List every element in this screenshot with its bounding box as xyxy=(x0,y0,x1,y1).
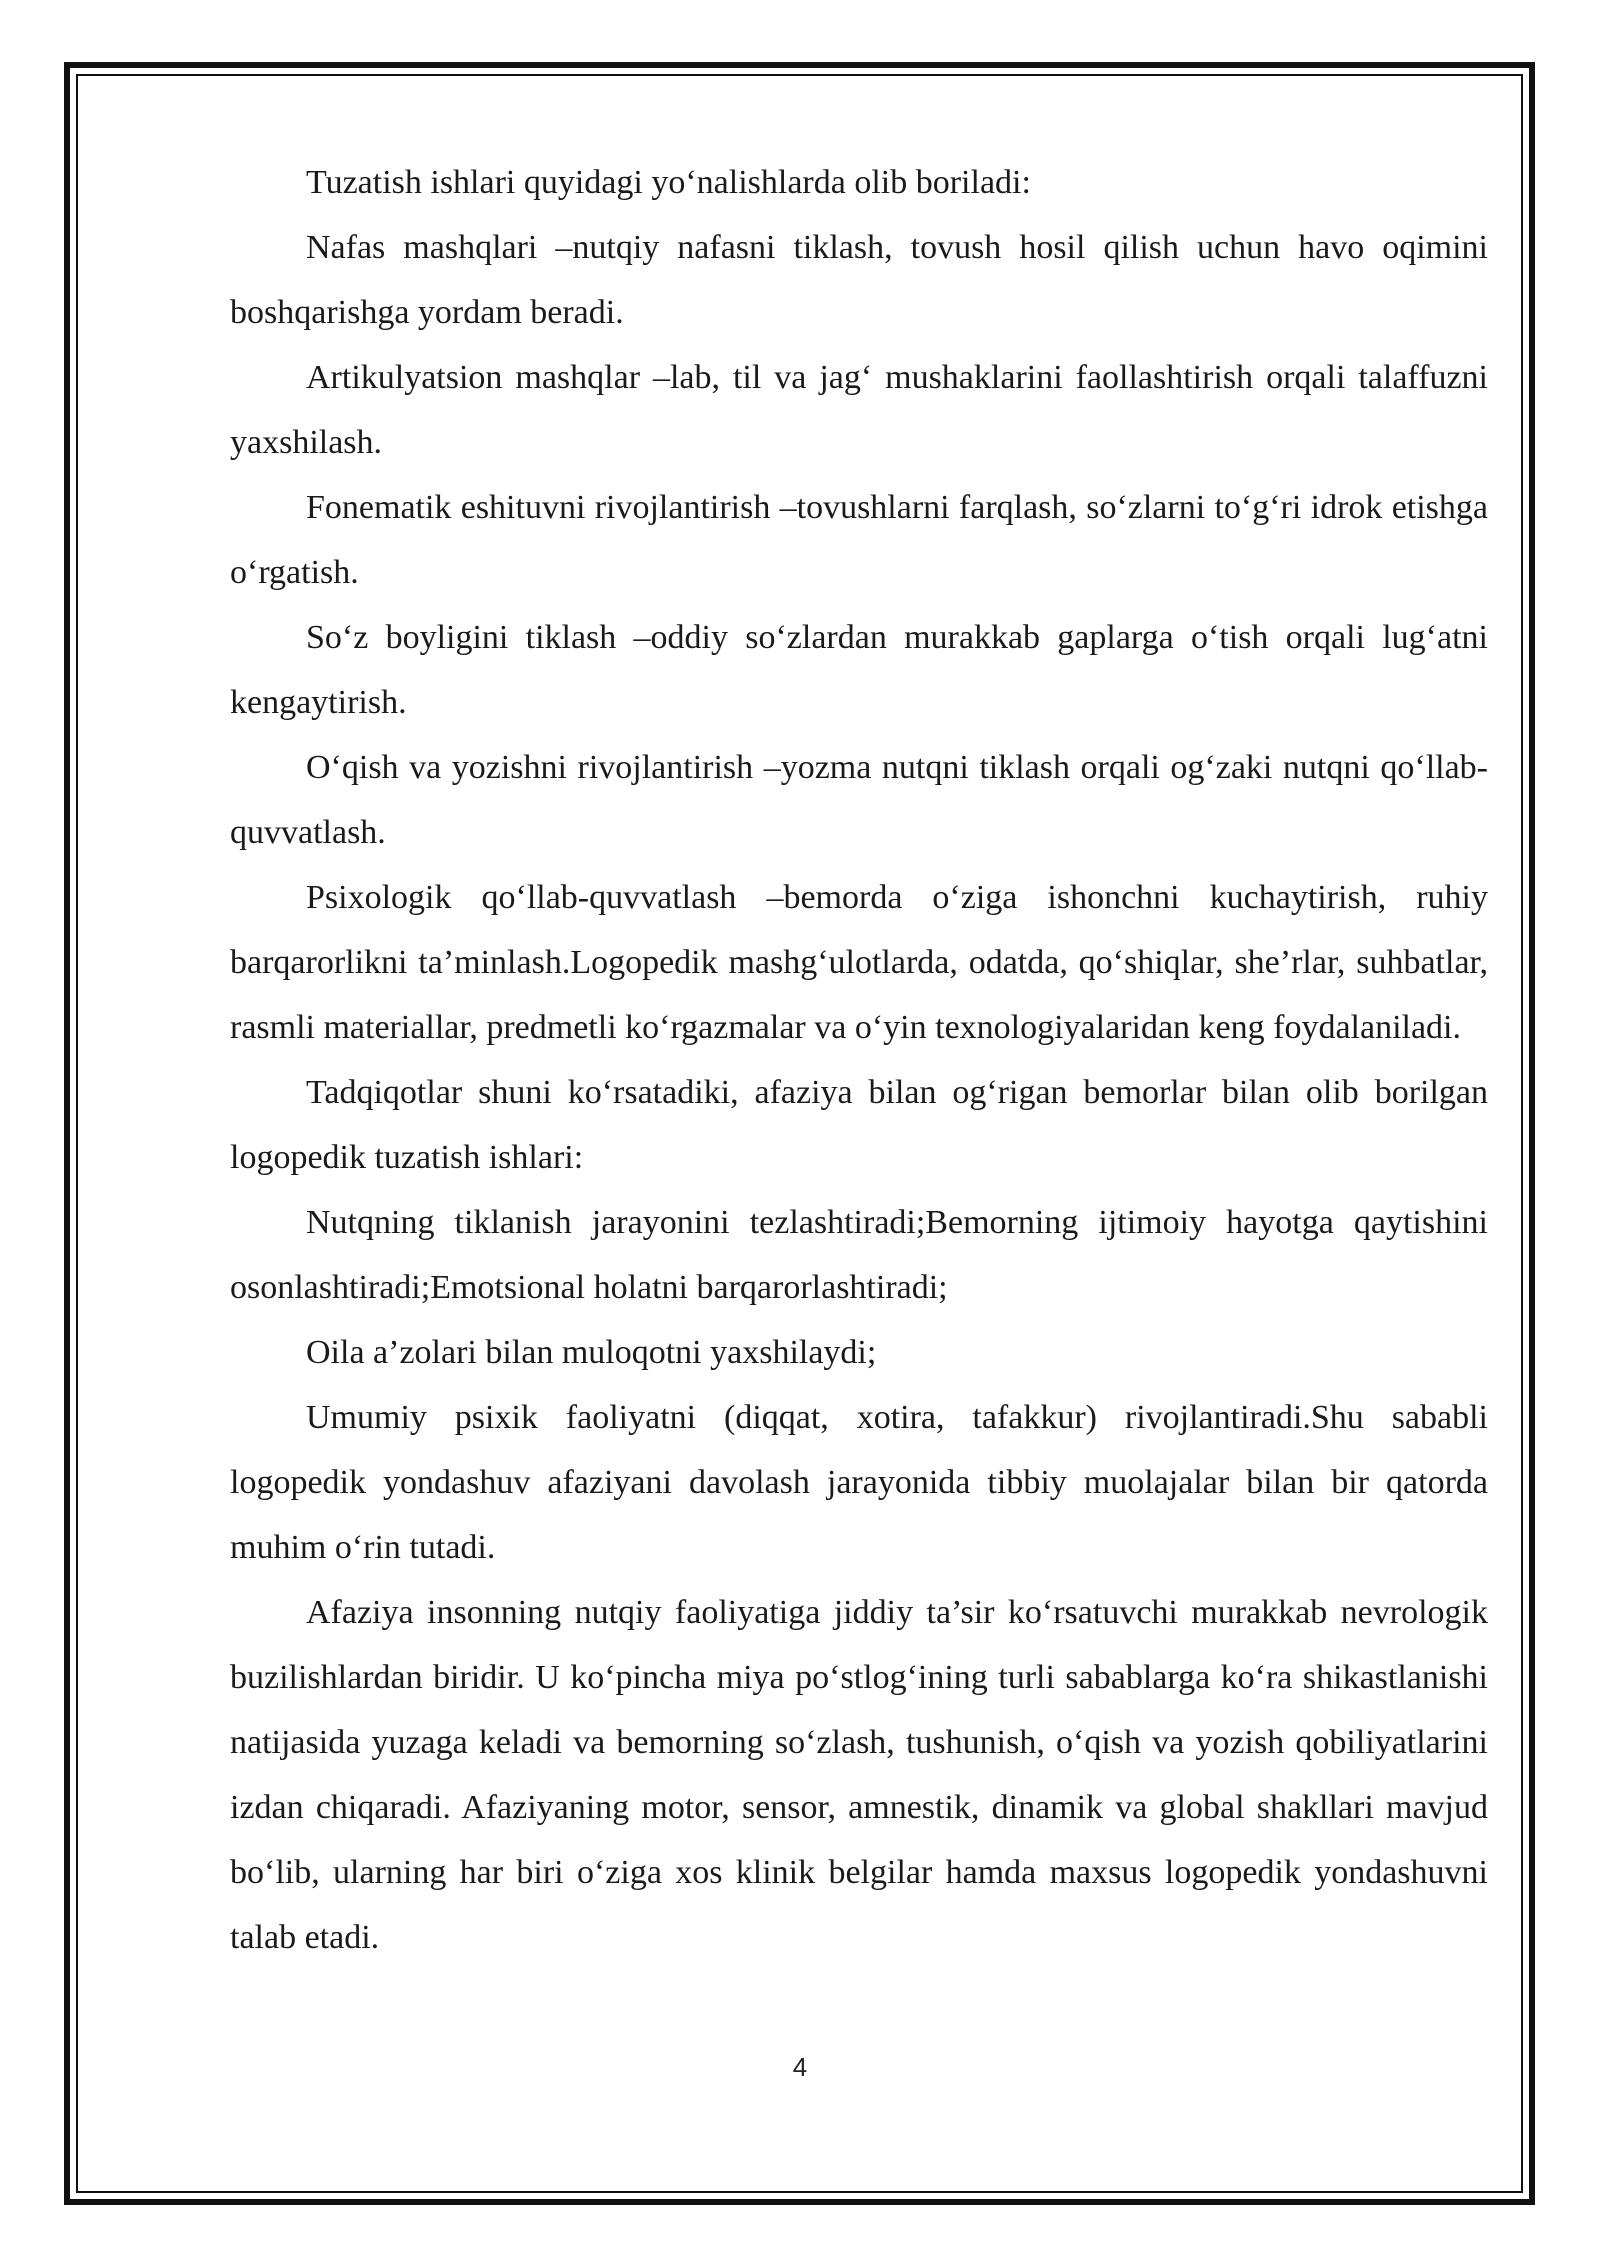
paragraph-mental-activity: Umumiy psixik faoliyatni (diqqat, xotira, tafakkur) rivojlantiradi.Shu sababli logopedik yondashuv afaziyani davolash jarayonida tibbiy muolajalar bilan bir qatorda muhim o‘rin tutadi. xyxy=(230,1399,1488,1566)
paragraph-correction-directions: Tuzatish ishlari quyidagi yo‘nalishlarda olib boriladi: xyxy=(306,164,1031,201)
paragraph-research: Tadqiqotlar shuni ko‘rsatadiki, afaziya bilan og‘rigan bemorlar bilan olib borilgan logopedik tuzatish ishlari: xyxy=(230,1074,1488,1176)
paragraph-vocabulary: So‘z boyligini tiklash –oddiy so‘zlardan murakkab gaplarga o‘tish orqali lug‘atni kengaytirish. xyxy=(230,619,1488,721)
paragraph-breathing-exercises: Nafas mashqlari –nutqiy nafasni tiklash, tovush hosil qilish uchun havo oqimini boshqarishga yordam beradi. xyxy=(230,229,1488,331)
paragraph-family-communication: Oila a’zolari bilan muloqotni yaxshilaydi; xyxy=(306,1334,877,1371)
paragraph-psychological-support: Psixologik qo‘llab-quvvatlash –bemorda o‘ziga ishonchni kuchaytirish, ruhiy barqarorlikni ta’minlash.Logopedik mashg‘ulotlarda, odatda, qo‘shiqlar, she’rlar, suhbatlar, rasmli materiallar, predmetli ko‘rgazmalar va o‘yin texnologiyalaridan keng foydalaniladi. xyxy=(230,879,1488,1046)
paragraph-speech-recovery: Nutqning tiklanish jarayonini tezlashtiradi;Bemorning ijtimoiy hayotga qaytishini osonlashtiradi;Emotsional holatni barqarorlashtiradi; xyxy=(230,1204,1488,1306)
paragraph-articulation-exercises: Artikulyatsion mashqlar –lab, til va jag‘ mushaklarini faollashtirish orqali talaffuzni yaxshilash. xyxy=(230,359,1488,461)
page-number: 4 xyxy=(792,2052,808,2082)
page-body xyxy=(230,150,1488,1970)
paragraph-reading-writing: O‘qish va yozishni rivojlantirish –yozma nutqni tiklash orqali og‘zaki nutqni qo‘llab-quvvatlash. xyxy=(230,749,1488,851)
paragraph-aphasia-overview: Afaziya insonning nutqiy faoliyatiga jiddiy ta’sir ko‘rsatuvchi murakkab nevrologik buzilishlardan biridir. U ko‘pincha miya po‘stlog‘ining turli sabablarga ko‘ra shikastlanishi natijasida yuzaga keladi va bemorning so‘zlash, tushunish, o‘qish va yozish qobiliyatlarini izdan chiqaradi. Afaziyaning motor, sensor, amnestik, dinamik va global shakllari mavjud bo‘lib, ularning har biri o‘ziga xos klinik belgilar hamda maxsus logopedik yondashuvni talab etadi. xyxy=(230,1594,1488,1956)
paragraph-phonemic-hearing: Fonematik eshituvni rivojlantirish –tovushlarni farqlash, so‘zlarni to‘g‘ri idrok etishga o‘rgatish. xyxy=(230,489,1488,591)
